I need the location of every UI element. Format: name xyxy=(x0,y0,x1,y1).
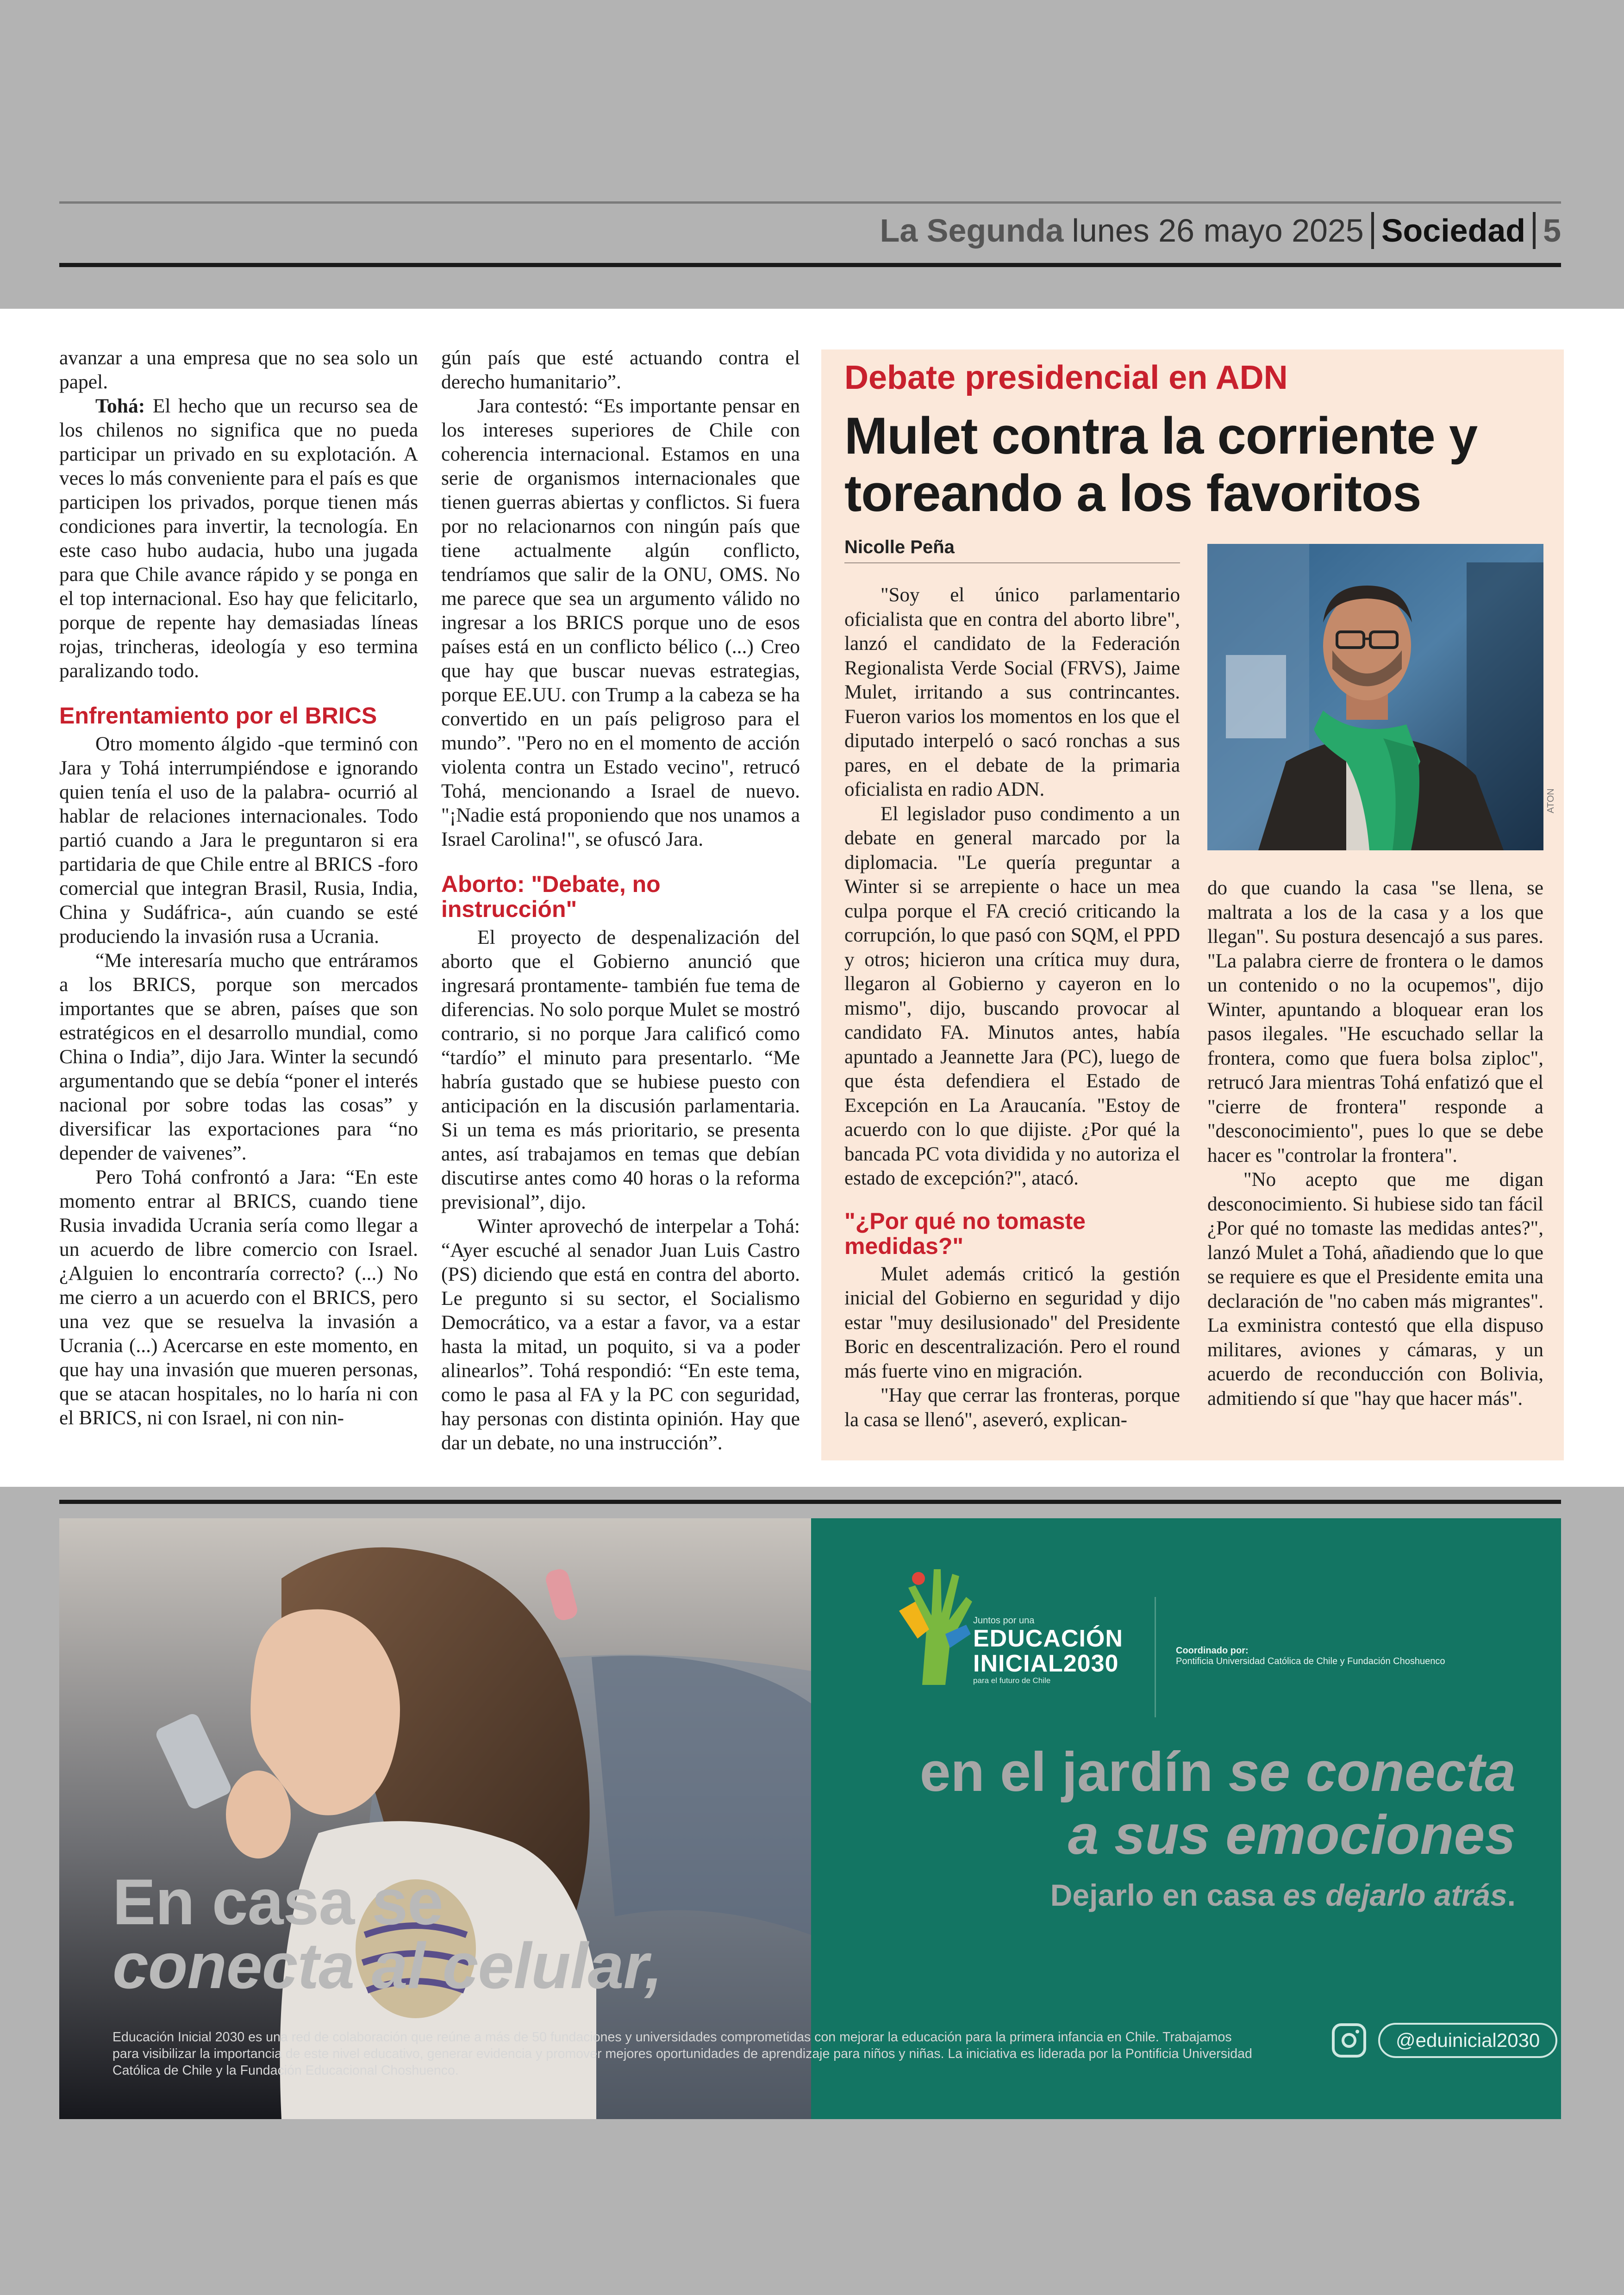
logo-line-2: INICIAL2030 xyxy=(973,1650,1119,1677)
article-byline: Nicolle Peña xyxy=(844,537,1180,563)
ad-right-line-1-italic: se conecta xyxy=(1228,1741,1516,1803)
instagram-icon xyxy=(1332,2023,1366,2058)
article-kicker: Debate presidencial en ADN xyxy=(844,359,1288,396)
article-headline: Mulet contra la corriente y toreando a los favoritos xyxy=(844,407,1478,522)
boxed-article-column-1 xyxy=(844,583,1180,1432)
logo-divider xyxy=(1155,1597,1156,1717)
boxed-article xyxy=(821,349,1564,1460)
ad-tagline xyxy=(1050,1877,1516,1913)
coordination-credit xyxy=(1176,1646,1445,1667)
paragraph: Otro momento álgido -que terminó con Jara y Tohá interrumpiéndose e ignorando quien tenía el uso de la palabra- ocurrió al hablar de relaciones internacionales. Todo partió cuando a Jara le preguntaron si era partidaria de que Chile entre al BRICS -foro comercial que integran Brasil, Rusia, India, China y Sudáfrica-, aún cuando se esté produciendo la invasión rusa a Ucrania. xyxy=(59,733,418,948)
photo-credit: ATON xyxy=(1546,788,1556,813)
paragraph: Mulet además criticó la gestión inicial del Gobierno en seguridad y dijo estar "muy desilusionado" del Presidente Boric en descentralización. Pero el round más fuerte vino en migración. xyxy=(844,1263,1180,1382)
ad-top-rule xyxy=(59,1500,1561,1504)
paragraph: Winter aprovechó de interpelar a Tohá: “Ayer escuché al senador Juan Luis Castro (PS) diciendo que está en contra del aborto. Le pregunto si su sector, el Socialismo Democrático, va a estar a favor, va a estar hasta la mitad, un poquito, si va a poder alinearlos”. Tohá respondió: “En este tema, como le pasa al FA y la PC con seguridad, hay personas con distinta opinión. Hay que dar un debate, no una instrucción”. xyxy=(441,1215,800,1454)
header-thin-rule xyxy=(59,201,1561,204)
logo-line-1: EDUCACIÓN xyxy=(973,1625,1123,1652)
paragraph: "Soy el único parlamentario oficialista que en contra del aborto libre", lanzó el candidato de la Federación Regionalista Verde Social (FRVS), Jaime Mulet, irritando a sus contrincantes. Fueron varios los momentos en los que el diputado interpeló o sacó ronchas a sus pares, en el debate de la primaria oficialista en radio ADN. xyxy=(844,584,1180,800)
publication-name: La Segunda xyxy=(880,212,1064,249)
logo-small-top: Juntos por una xyxy=(973,1615,1035,1626)
ad-right-headline xyxy=(920,1740,1516,1866)
ad-tagline-italic: es dejarlo atrás xyxy=(1283,1878,1507,1912)
ad-tagline-plain: Dejarlo en casa xyxy=(1050,1878,1283,1912)
paragraph: El proyecto de despenalización del aborto que el Gobierno anunció que ingresará prontamente- también fue tema de diferencias. No solo porque Mulet se mostró contrario, si no porque Jara calificó como “tardío” el minuto para presentarlo. “Me habría gustado que se hubiese puesto con anticipación en la discusión parlamentaria. Si un tema es más prioritario, se presenta antes, así trabajamos en temas que debían discutirse antes como 40 horas o la reforma previsional”, dijo. xyxy=(441,926,800,1213)
section-name: Sociedad xyxy=(1381,212,1526,249)
ad-left-line-1: En casa se xyxy=(112,1865,443,1938)
boxed-article-column-2 xyxy=(1207,876,1543,1411)
ad-left-line-2: conecta al celular, xyxy=(112,1929,662,2002)
issue-date: lunes 26 mayo 2025 xyxy=(1072,212,1364,249)
paragraph: Pero Tohá confrontó a Jara: “En este momento entrar al BRICS, cuando tiene Rusia invadida Ucrania sería como llegar a un acuerdo de libre comercio con Israel. ¿Alguien lo encontraría correcto? (...) No me cierro a un acuerdo con el BRICS, pero una vez que se resuelva la invasión a Ucrania (...) Acercarse en este momento, en que hay una invasión que mueren personas, que se atacan hospitales, no lo haría ni con el BRICS, ni con Israel, ni con nin- xyxy=(59,1166,418,1429)
left-article-column-1 xyxy=(59,346,418,1430)
ad-right-line-2: a sus emociones xyxy=(1068,1804,1516,1866)
paragraph: El legislador puso condimento a un debate en general marcado por la diplomacia. "Le quería preguntar a Winter si se arrepiente o hace un mea culpa porque el FA creció criticando la corrupción, lo que pasó con SQM, el PPD y otros; hicieron una crítica muy dura, llegaron al Gobierno y cayeron en lo mismo", dijo, buscando provocar al candidato FA. Minutos antes, había apuntado a Jeannette Jara (PC), luego de que ésta defendiera el Estado de Excepción en La Araucanía. "Estoy de acuerdo con lo que dijiste. ¿Por qué la bancada PC vota dividida y no autoriza el estado de excepción?", atacó. xyxy=(844,803,1180,1189)
subheading-aborto: Aborto: "Debate, no instrucción" xyxy=(441,871,661,922)
subheading-medidas: "¿Por qué no tomaste medidas?" xyxy=(844,1208,1086,1259)
ad-tagline-end: . xyxy=(1507,1878,1516,1912)
header-separator xyxy=(1371,212,1374,249)
subheading-brics: Enfrentamiento por el BRICS xyxy=(59,703,377,729)
coordination-orgs: Pontificia Universidad Católica de Chile y Fundación Choshuenco xyxy=(1176,1656,1445,1666)
paragraph: do que cuando la casa "se llena, se maltrata a los de la casa y a los que llegan". Su postura desencajó a sus pares. "La palabra cierre de frontera o le damos un contenido o no la ocupemos", dijo Winter, apuntando a bloquear eran los pasos ilegales. "He escuchado sellar la frontera, como que fuera bolsa ziploc", retrucó Jara mientras Tohá enfatizó que el "cierre de frontera" responde a "desconocimiento", pues lo que se debe hacer es "controlar la frontera". xyxy=(1207,877,1543,1166)
paragraph xyxy=(59,394,418,683)
page-header xyxy=(0,0,1624,309)
ad-right-line-1-plain: en el jardín xyxy=(919,1741,1229,1803)
logo-block xyxy=(890,1560,1492,1690)
candidate-photo xyxy=(1207,544,1543,850)
paragraph: "Hay que cerrar las fronteras, porque la casa se llenó", aseveró, explican- xyxy=(844,1384,1180,1431)
header-separator xyxy=(1533,212,1536,249)
coordination-label: Coordinado por: xyxy=(1176,1646,1249,1656)
social-handle-block[interactable] xyxy=(1332,2023,1557,2058)
logo-tagline: para el futuro de Chile xyxy=(973,1676,1051,1685)
paragraph: “Me interesaría mucho que entráramos a los BRICS, porque son mercados importantes que se abren, países que son estratégicos en el desarrollo mundial, como China o India”, dijo Jara. Winter la secundó argumentando que se debía “poner el interés nacional por sobre todas las cosas” y diversificar las exportaciones para “no depender de vaivenes”. xyxy=(59,949,418,1164)
page-content xyxy=(0,309,1624,1487)
paragraph: avanzar a una empresa que no sea solo un papel. xyxy=(59,347,418,393)
speaker-label: Tohá: xyxy=(95,395,145,417)
hands-logo-icon xyxy=(890,1560,973,1685)
ad-disclaimer: Educación Inicial 2030 es una red de colaboración que reúne a más de 50 fundaciones y universidades comprometidas con mejorar la educación para la primera infancia en Chile. Trabajamos para visibilizar la importancia de este nivel educativo, generar evidencia y promover mejores oportunidades de aprendizaje para niños y niñas. La iniciativa es liderada por la Pontificia Universidad Católica de Chile y la Fundación Educacional Choshuenco. xyxy=(112,2030,1252,2078)
advertisement xyxy=(59,1518,1561,2119)
header-thick-rule xyxy=(59,263,1561,267)
paragraph: Jara contestó: “Es importante pensar en los intereses superiores de Chile con coherencia internacional. Estamos en una serie de organismos internacionales que tienen guerras abiertas y conflictos. Si fuera por no relacionarnos con ningún país que tiene actualmente algún conflicto, tendríamos que salir de la ONU, OMS. No me parece que sea un argumento válido no ingresar a los BRICS porque uno de esos países está en un conflicto bélico (...) Creo que hay que buscar nuevas estrategias, porque EE.UU. con Trump a la cabeza se ha convertido en un país peligroso para el mundo”. "Pero no en el momento de acción violenta contra un Estado vecino", retrucó Tohá, mencionando a Israel de nuevo. "¡Nadie está proponiendo que nos unamos a Israel Carolina!", se ofuscó Jara. xyxy=(441,395,800,850)
page-number: 5 xyxy=(1543,212,1561,249)
logo-text xyxy=(973,1615,1123,1685)
instagram-handle[interactable]: @eduinicial2030 xyxy=(1378,2023,1557,2058)
paragraph: gún país que esté actuando contra el derecho humanitario”. xyxy=(441,347,800,393)
header-line xyxy=(880,207,1561,254)
paragraph: "No acepto que me digan desconocimiento. Si hubiese sido tan fácil ¿Por qué no tomaste las medidas antes?", lanzó Mulet a Tohá, añadiendo que lo que se requiere es que el Presidente emita una declaración de "no caben más migrantes". La exministra contestó que ella dispuso militares, aviones y cámaras, y un acuerdo de reconducción con Bolivia, admitiendo sí que "hay que hacer más". xyxy=(1207,1169,1543,1409)
ad-left-headline xyxy=(112,1865,662,2002)
left-article-column-2 xyxy=(441,346,800,1455)
paragraph-text: El hecho que un recurso sea de los chilenos no significa que no pueda participar un privado en su explotación. A veces lo más conveniente para el país es que participen los privados, porque tienen más condiciones para invertir, la tecnología. En este caso hubo audacia, hubo una jugada para que Chile avance rápido y se ponga en el top internacional. Eso hay que felicitarlo, porque de repente hay demasiadas líneas rojas, trincheras, ideología y eso termina paralizando todo. xyxy=(59,395,418,682)
